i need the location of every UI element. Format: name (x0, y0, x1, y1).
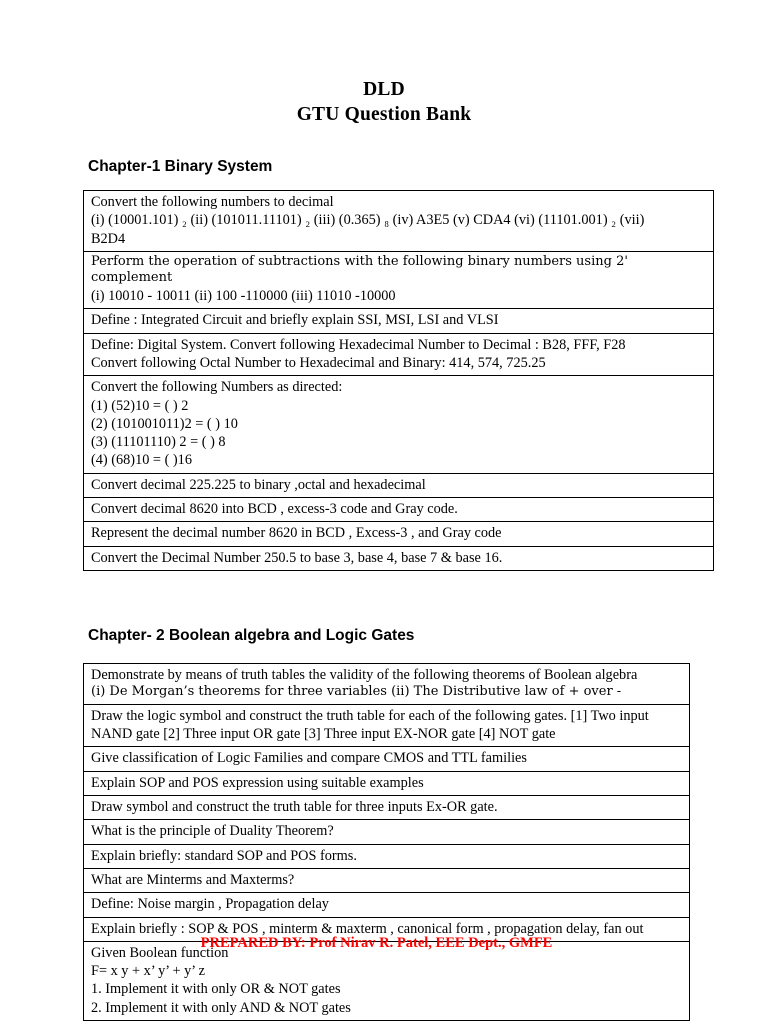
page-title (55, 78, 713, 128)
table-row (84, 333, 714, 376)
table-row (84, 868, 690, 892)
question-line: Convert the Decimal Number 250.5 to base 3, base 4, base 7 & base 16. (91, 549, 503, 566)
question-cell (84, 522, 714, 546)
question-line: Explain SOP and POS expression using suitable examples (91, 774, 424, 791)
question-line: 2. Implement it with only AND & NOT gates (91, 999, 351, 1016)
question-line: Define : Integrated Circuit and briefly explain SSI, MSI, LSI and VLSI (91, 312, 499, 329)
table-row (84, 309, 714, 333)
table-row (84, 376, 714, 473)
question-line: What is the principle of Duality Theorem? (91, 823, 334, 840)
question-line: Perform the operation of subtractions with the following binary numbers using 2' complement (91, 253, 628, 286)
table-row (84, 546, 714, 570)
question-line: NAND gate [2] Three input OR gate [3] Three input EX-NOR gate [4] NOT gate (91, 726, 556, 743)
question-line: Given Boolean function (91, 944, 229, 961)
question-cell (84, 251, 714, 309)
question-line: Explain briefly: standard SOP and POS forms. (91, 847, 357, 864)
chapter-2-question-table (83, 663, 690, 1021)
table-row (84, 251, 714, 309)
question-cell (84, 498, 714, 522)
question-cell (84, 868, 690, 892)
question-line: 1. Implement it with only OR & NOT gates (91, 981, 341, 998)
table-row (84, 820, 690, 844)
chapter-1-heading: Chapter-1 Binary System (88, 157, 273, 175)
question-cell (84, 309, 714, 333)
question-line: (i) 10010 - 10011 (ii) 100 -110000 (iii) 11010 -10000 (91, 288, 396, 305)
question-line: (3) (11101110) 2 = ( ) 8 (91, 434, 226, 451)
question-cell (84, 771, 690, 795)
question-cell (84, 376, 714, 473)
question-line: (2) (101001011)2 = ( ) 10 (91, 415, 238, 432)
question-line: Define: Noise margin , Propagation delay (91, 896, 329, 913)
question-cell (84, 333, 714, 376)
question-cell (84, 704, 690, 747)
question-line: Convert decimal 225.225 to binary ,octal and hexadecimal (91, 476, 426, 493)
document-title-line-1: DLD (363, 79, 405, 100)
question-line: Convert the following Numbers as directed: (91, 379, 343, 396)
question-cell (84, 820, 690, 844)
table-row (84, 522, 714, 546)
question-line: (1) (52)10 = ( ) 2 (91, 397, 189, 414)
question-cell (84, 844, 690, 868)
question-cell (84, 546, 714, 570)
table-row (84, 190, 714, 251)
question-line: B2D4 (91, 230, 126, 247)
question-line: (4) (68)10 = ( )16 (91, 452, 192, 469)
question-cell (84, 893, 690, 917)
table-row (84, 747, 690, 771)
question-cell (84, 663, 690, 704)
question-line: (i) De Morgan’s theorems for three variables (ii) The Distributive law of + over - (91, 684, 622, 700)
question-line: Define: Digital System. Convert following Hexadecimal Number to Decimal : B28, FFF, F28 (91, 336, 626, 353)
table-row (84, 473, 714, 497)
document-title-line-2: GTU Question Bank (296, 103, 472, 125)
question-line: F= x y + x’ y’ + y’ z (91, 963, 205, 980)
question-cell (84, 941, 690, 1020)
question-line: Draw the logic symbol and construct the truth table for each of the following gates. [1] Two input (91, 707, 649, 724)
question-line: What are Minterms and Maxterms? (91, 871, 295, 888)
question-cell (84, 190, 714, 251)
table-row (84, 663, 690, 704)
question-line: Convert following Octal Number to Hexadecimal and Binary: 414, 574, 725.25 (91, 354, 546, 371)
question-line: Give classification of Logic Families and compare CMOS and TTL families (91, 750, 527, 767)
table-row (84, 498, 714, 522)
document-footer: PREPARED BY: Prof Nirav R. Patel, EEE Dept., GMFE (200, 935, 553, 951)
table-row (84, 796, 690, 820)
table-row (84, 893, 690, 917)
table-row (84, 941, 690, 1020)
question-cell (84, 473, 714, 497)
question-line: Convert the following numbers to decimal (91, 193, 334, 210)
chapter-1-question-table (83, 190, 714, 571)
chapter-2-heading: Chapter- 2 Boolean algebra and Logic Gates (88, 626, 415, 644)
question-cell (84, 747, 690, 771)
question-cell (84, 796, 690, 820)
question-line: Explain briefly : SOP & POS , minterm & maxterm , canonical form , propagation delay, fan out (91, 920, 644, 937)
question-line: Represent the decimal number 8620 in BCD , Excess-3 , and Gray code (91, 525, 502, 542)
question-line: Demonstrate by means of truth tables the validity of the following theorems of Boolean algebra (91, 666, 638, 683)
table-row (84, 771, 690, 795)
table-row (84, 704, 690, 747)
question-line: Draw symbol and construct the truth table for three inputs Ex-OR gate. (91, 799, 498, 816)
question-line: Convert decimal 8620 into BCD , excess-3 code and Gray code. (91, 501, 458, 518)
table-row (84, 844, 690, 868)
question-line: (i) (10001.101) ₂ (ii) (101011.11101) ₂ (iii) (0.365) ₈ (iv) A3E5 (v) CDA4 (vi) (11101.001) ₂ (vii) (91, 212, 645, 229)
